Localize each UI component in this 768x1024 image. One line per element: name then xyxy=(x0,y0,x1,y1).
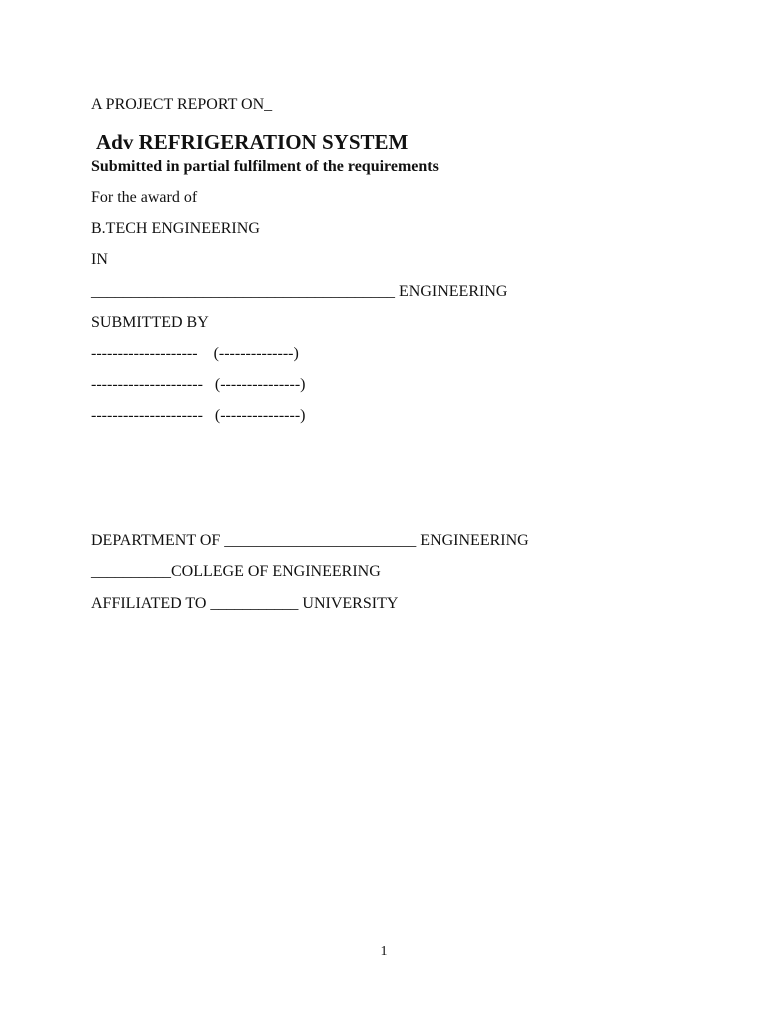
college-line: __________COLLEGE OF ENGINEERING xyxy=(91,563,381,580)
report-heading-text: A PROJECT REPORT ON xyxy=(91,96,265,113)
department-line: DEPARTMENT OF ________________________ ENGINEERING xyxy=(91,532,529,549)
page-number: 1 xyxy=(380,944,388,959)
report-heading xyxy=(91,95,272,115)
report-title: Adv REFRIGERATION SYSTEM xyxy=(96,130,409,154)
student-entry: --------------------- (---------------) xyxy=(91,376,306,393)
in-line: IN xyxy=(91,251,108,268)
student-entry: -------------------- (--------------) xyxy=(91,345,299,362)
heading-underscore: _ xyxy=(264,96,273,113)
degree-line: B.TECH ENGINEERING xyxy=(91,220,260,237)
branch-engineering-line: ______________________________________ ENGINEERING xyxy=(91,283,508,300)
student-entry: --------------------- (---------------) xyxy=(91,407,306,424)
submitted-by-label: SUBMITTED BY xyxy=(91,314,209,331)
affiliation-line: AFFILIATED TO ___________ UNIVERSITY xyxy=(91,595,399,612)
submitted-requirements-line: Submitted in partial fulfilment of the requirements xyxy=(91,158,439,175)
award-line: For the award of xyxy=(91,189,198,206)
